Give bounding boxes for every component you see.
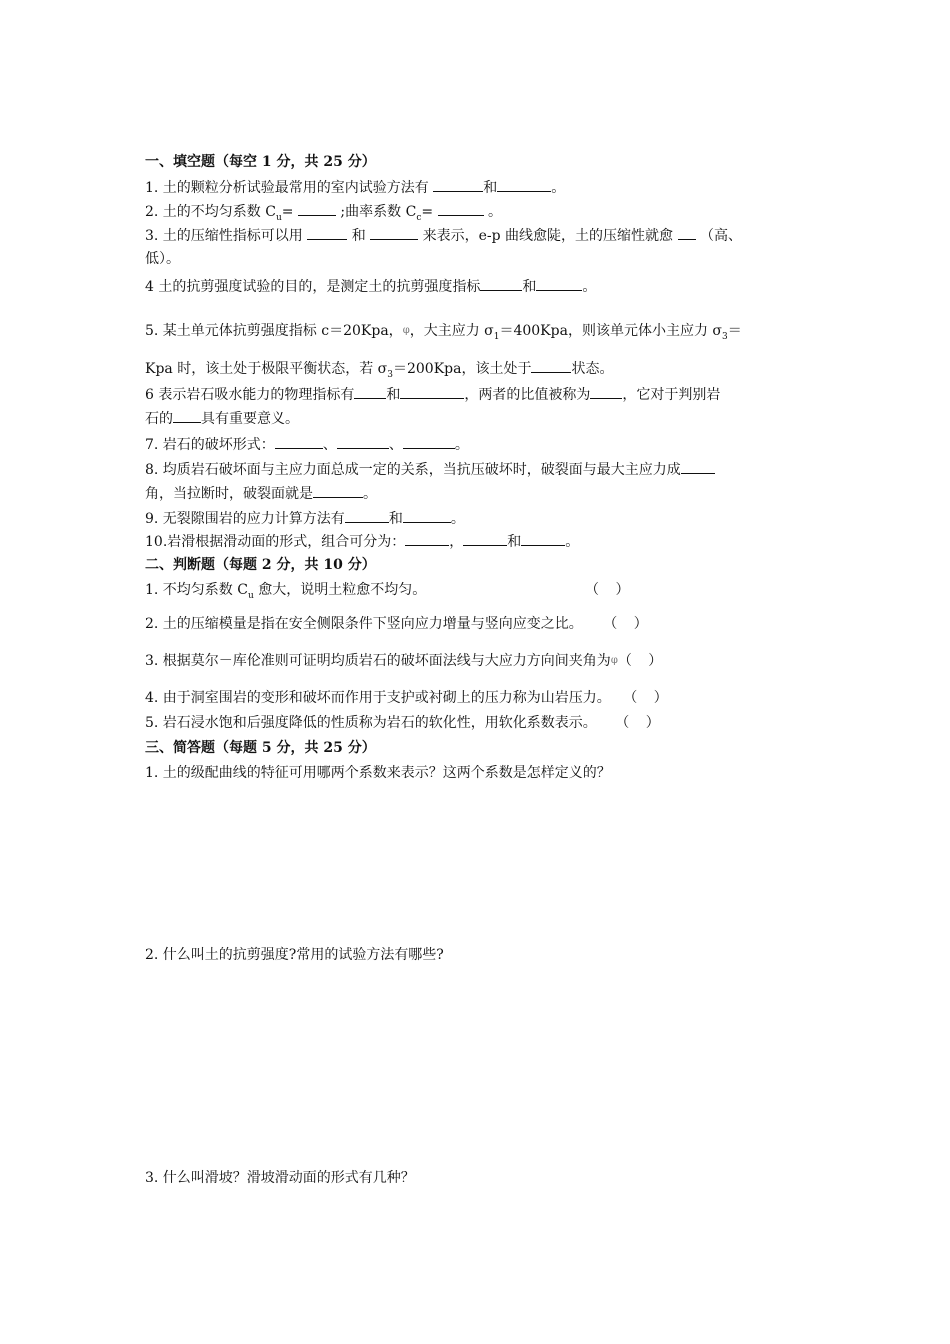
s1-q8 <box>145 459 715 480</box>
answer-paren[interactable]: （ ） <box>603 616 654 632</box>
s2-q1 <box>145 580 636 606</box>
s1-q7-text: 7. 岩石的破坏形式： <box>145 437 275 453</box>
answer-blank[interactable] <box>531 358 571 373</box>
answer-paren[interactable]: （ ） <box>623 690 674 706</box>
s1-q1 <box>145 177 565 198</box>
s1-q9 <box>145 508 465 529</box>
s1-q7 <box>145 434 469 455</box>
s2-q5-text: 5. 岩石浸水饱和后强度降低的性质称为岩石的软化性，用软化系数表示。 <box>145 715 597 731</box>
answer-blank[interactable] <box>405 531 449 546</box>
s1-q4-text: 4 土的抗剪强度试验的目的，是测定土的抗剪强度指标 <box>145 279 481 295</box>
s1-q3-and: 和 <box>351 228 366 244</box>
s3-q3: 3. 什么叫滑坡？滑坡滑动面的形式有几种？ <box>145 1170 415 1186</box>
s1-q6-text2: ，两者的比值被称为 <box>464 387 591 403</box>
s1-q3 <box>145 225 742 246</box>
s1-q2-eq: = <box>281 204 294 220</box>
s1-q1-and: 和 <box>483 180 498 196</box>
answer-blank[interactable] <box>298 201 336 216</box>
answer-paren[interactable]: （ ） <box>617 653 669 669</box>
answer-blank[interactable] <box>521 531 565 546</box>
s1-q6-text5: 具有重要意义。 <box>201 411 299 427</box>
s1-q4 <box>145 276 596 297</box>
s1-q8-end: 。 <box>363 486 377 502</box>
s1-q10 <box>145 531 579 552</box>
answer-blank[interactable] <box>678 225 696 240</box>
answer-blank[interactable] <box>173 408 201 423</box>
answer-blank[interactable] <box>345 508 389 523</box>
s1-q2-text2: ;曲率系数 C <box>335 204 417 220</box>
s2-q3 <box>145 651 668 671</box>
s1-q7-sep: 、 <box>388 437 403 453</box>
s1-q6-text: 6 表示岩石吸水能力的物理指标有 <box>145 387 355 403</box>
s1-q5-text3: ＝400Kpa，则该单元体小主应力 σ <box>499 323 722 339</box>
answer-blank[interactable] <box>354 384 386 399</box>
answer-blank[interactable] <box>403 508 451 523</box>
answer-blank[interactable] <box>438 201 484 216</box>
answer-blank[interactable] <box>370 225 418 240</box>
answer-paren[interactable]: （ ） <box>585 582 636 598</box>
s1-q10-text: 10.岩滑根据滑动面的形式，组合可分为： <box>145 534 406 550</box>
section3-title: 三、简答题（每题 5 分，共 25 分） <box>145 740 376 756</box>
s1-q5-text4: Kpa 时，该土处于极限平衡状态，若 σ <box>145 361 388 377</box>
s1-q9-end: 。 <box>450 511 465 527</box>
s1-q2-eq2: = <box>421 204 434 220</box>
s1-q1-end: 。 <box>551 180 566 196</box>
answer-blank[interactable] <box>307 225 347 240</box>
s1-q9-text: 9. 无裂隙围岩的应力计算方法有 <box>145 511 345 527</box>
s3-q1: 1. 土的级配曲线的特征可用哪两个系数来表示？这两个系数是怎样定义的？ <box>145 765 611 781</box>
s2-q3-text: 3. 根据莫尔－库伦准则可证明均质岩石的破坏面法线与大应力方向间夹角为 <box>145 653 611 669</box>
s1-q5-end: 状态。 <box>571 361 614 377</box>
s1-q3-text2: 来表示，e-p 曲线愈陡，土的压缩性就愈 <box>422 228 674 244</box>
answer-blank[interactable] <box>433 177 483 192</box>
subscript-u: u <box>247 590 254 601</box>
s1-q3-text3: （高、 <box>699 228 742 244</box>
broken-formula-icon: φ <box>610 655 618 666</box>
s1-q6-and: 和 <box>386 387 401 403</box>
s2-q1-text: 1. 不均匀系数 C <box>145 582 248 598</box>
broken-formula-icon: φ <box>402 325 410 336</box>
s3-q2: 2. 什么叫土的抗剪强度?常用的试验方法有哪些? <box>145 947 444 963</box>
s1-q2-text: 2. 土的不均匀系数 C <box>145 204 276 220</box>
s1-q5-cont <box>145 358 613 385</box>
s1-q3-cont: 低）。 <box>145 251 180 267</box>
s1-q1-text: 1. 土的颗粒分析试验最常用的室内试验方法有 <box>145 180 429 196</box>
answer-blank[interactable] <box>681 459 715 474</box>
s1-q10-end: 。 <box>565 534 580 550</box>
answer-blank[interactable] <box>275 434 323 449</box>
answer-blank[interactable] <box>403 434 455 449</box>
s1-q2 <box>145 201 502 228</box>
s2-q2-text: 2. 土的压缩模量是指在安全侧限条件下竖向应力增量与竖向应变之比。 <box>145 616 583 632</box>
answer-blank[interactable] <box>463 531 507 546</box>
answer-blank[interactable] <box>480 276 522 291</box>
section2-title: 二、判断题（每题 2 分，共 10 分） <box>145 557 376 573</box>
s1-q10-sep: ， <box>449 534 464 550</box>
subscript-u: u <box>275 212 282 223</box>
s1-q8-text2: 角，当拉断时，破裂面就是 <box>145 486 313 502</box>
s1-q6-text4: 石的 <box>145 411 173 427</box>
s2-q4-text: 4. 由于洞室围岩的变形和破坏而作用于支护或衬砌上的压力称为山岩压力。 <box>145 690 611 706</box>
subscript-3: 3 <box>387 369 393 380</box>
answer-blank[interactable] <box>536 276 582 291</box>
s1-q6-cont <box>145 408 299 429</box>
s1-q7-end: 。 <box>454 437 469 453</box>
s2-q1-text2: 愈大，说明土粒愈不均匀。 <box>253 582 427 598</box>
s1-q5-text2: ，大主应力 σ <box>409 323 494 339</box>
s1-q4-end: 。 <box>582 279 597 295</box>
subscript-c: c <box>416 212 422 223</box>
s1-q5-eq: ＝ <box>727 323 742 339</box>
s2-q4 <box>145 688 674 708</box>
answer-blank[interactable] <box>590 384 622 399</box>
s1-q8-cont <box>145 483 377 504</box>
s1-q2-end: 。 <box>488 204 502 220</box>
s1-q6 <box>145 384 720 405</box>
subscript-3: 3 <box>721 331 728 342</box>
s1-q9-and: 和 <box>388 511 403 527</box>
answer-blank[interactable] <box>497 177 551 192</box>
answer-blank[interactable] <box>337 434 389 449</box>
s1-q6-text3: ，它对于判别岩 <box>622 387 721 403</box>
s1-q5 <box>145 321 742 347</box>
answer-blank[interactable] <box>400 384 464 399</box>
s1-q7-sep: 、 <box>322 437 337 453</box>
section1-title: 一、填空题（每空 1 分，共 25 分） <box>145 154 376 170</box>
s1-q5-text5: ＝200Kpa，该土处于 <box>392 361 532 377</box>
subscript-1: 1 <box>493 331 500 342</box>
s1-q4-and: 和 <box>522 279 537 295</box>
s1-q8-text: 8. 均质岩石破坏面与主应力面总成一定的关系，当抗压破坏时，破裂面与最大主应力成 <box>145 462 681 478</box>
s1-q10-and: 和 <box>507 534 522 550</box>
s2-q5 <box>145 713 666 733</box>
s1-q5-text: 5. 某土单元体抗剪强度指标 c＝20Kpa， <box>145 323 403 339</box>
s1-q3-text: 3. 土的压缩性指标可以用 <box>145 228 303 244</box>
s2-q2 <box>145 614 654 634</box>
answer-paren[interactable]: （ ） <box>615 715 666 731</box>
answer-blank[interactable] <box>313 483 363 498</box>
